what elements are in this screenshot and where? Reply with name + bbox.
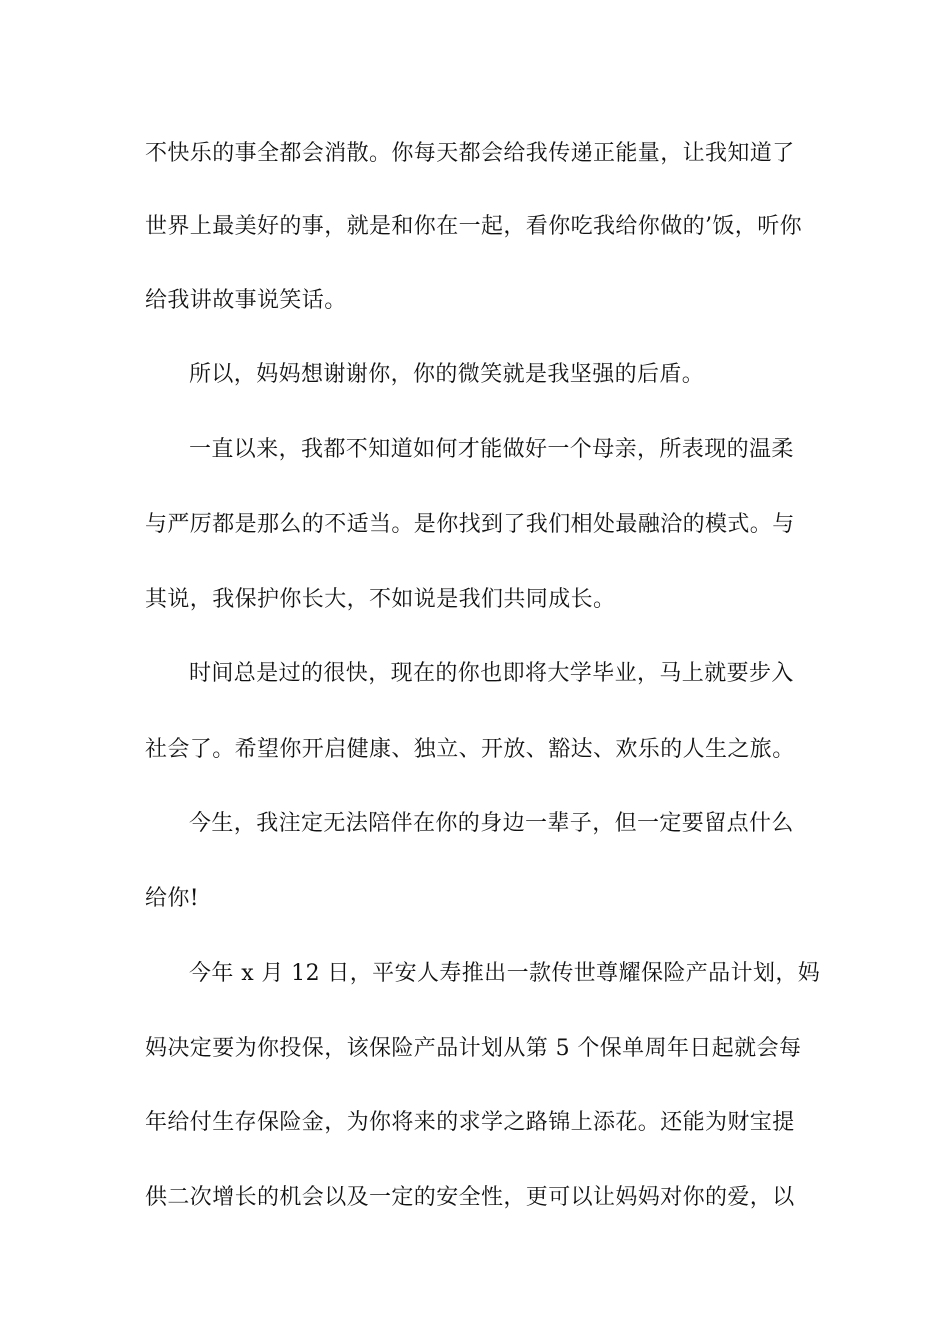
paragraph-insurance-line-2: 妈决定要为你投保，该保险产品计划从第 5 个保单周年日起就会每 [145,1036,802,1061]
paragraph-insurance-line-1: 今年 x 月 12 日，平安人寿推出一款传世尊耀保险产品计划，妈 [189,961,821,986]
paragraph-time-line-1: 时间总是过的很快，现在的你也即将大学毕业，马上就要步入 [189,661,794,686]
paragraph-insurance-line-3: 年给付生存保险金，为你将来的求学之路锦上添花。还能为财宝提 [145,1110,795,1135]
paragraph-mother-line-1: 一直以来，我都不知道如何才能做好一个母亲，所表现的温柔 [189,437,794,462]
paragraph-time-line-2: 社会了。希望你开启健康、独立、开放、豁达、欢乐的人生之旅。 [145,737,795,762]
paragraph-lifetime-line-2: 给你! [145,886,200,911]
text-line-2: 世界上最美好的事，就是和你在一起，看你吃我给你做的’饭，听你 [145,214,802,239]
text-line-1: 不快乐的事全都会消散。你每天都会给我传递正能量，让我知道了 [145,141,795,166]
paragraph-lifetime-line-1: 今生，我注定无法陪伴在你的身边一辈子，但一定要留点什么 [189,811,794,836]
paragraph-thanks: 所以，妈妈想谢谢你，你的微笑就是我坚强的后盾。 [189,362,705,387]
paragraph-mother-line-3: 其说，我保护你长大，不如说是我们共同成长。 [145,587,616,612]
paragraph-insurance-line-4: 供二次增长的机会以及一定的安全性，更可以让妈妈对你的爱，以 [145,1185,795,1210]
text-line-3: 给我讲故事说笑话。 [145,288,347,313]
paragraph-mother-line-2: 与严厉都是那么的不适当。是你找到了我们相处最融洽的模式。与 [145,512,795,537]
